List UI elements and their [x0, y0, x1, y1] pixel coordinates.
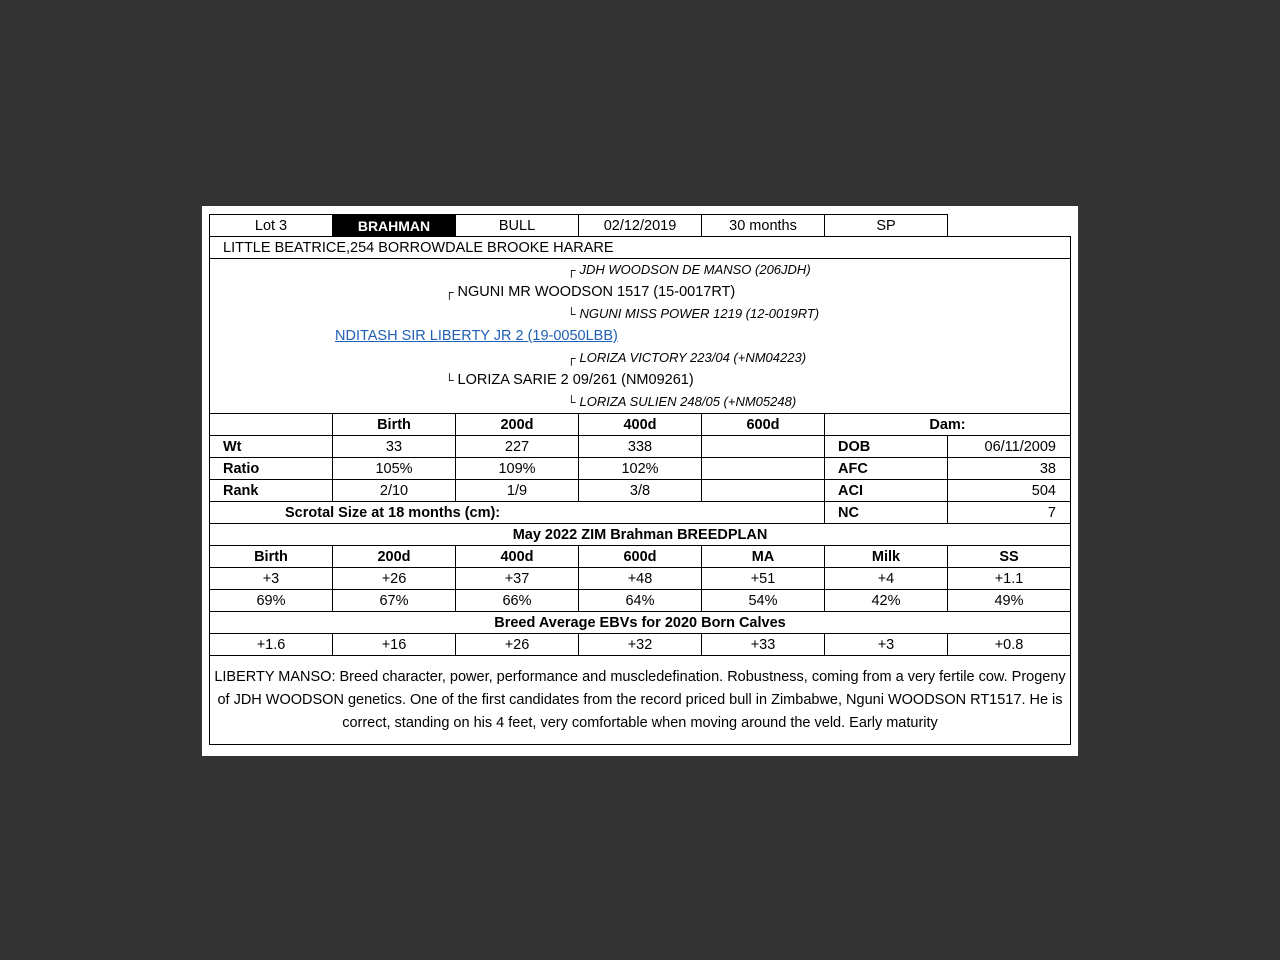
wt-200d: 227 [456, 436, 579, 458]
bracket-top-icon: ┌ [445, 285, 454, 299]
age-label: 30 months [702, 215, 825, 237]
ratio-600d [702, 458, 825, 480]
ratio-birth: 105% [333, 458, 456, 480]
avg-milk: +3 [825, 634, 948, 656]
weights-corner [210, 414, 333, 436]
birth-date: 02/12/2019 [579, 215, 702, 237]
lot-table [209, 214, 1071, 745]
ebv-birth: +3 [210, 568, 333, 590]
ebv-header-ss: SS [948, 546, 1071, 568]
lot-number: Lot 3 [210, 215, 333, 237]
ratio-400d: 102% [579, 458, 702, 480]
ebv-milk: +4 [825, 568, 948, 590]
rank-birth: 2/10 [333, 480, 456, 502]
acc-ss: 49% [948, 590, 1071, 612]
owner-row [210, 237, 1071, 259]
breedplan-header-row [210, 546, 1071, 568]
row-label-wt: Wt [210, 436, 333, 458]
acc-birth: 69% [210, 590, 333, 612]
weights-header-200d: 200d [456, 414, 579, 436]
avg-birth: +1.6 [210, 634, 333, 656]
bracket-top-icon: ┌ [567, 263, 576, 277]
ebv-400d: +37 [456, 568, 579, 590]
scrotal-row [210, 502, 1071, 524]
weights-header-birth: Birth [333, 414, 456, 436]
acc-200d: 67% [333, 590, 456, 612]
pedigree-block [210, 259, 1071, 414]
lot-card [202, 206, 1078, 756]
pedigree-sire-sire: ┌ NGUNI MR WOODSON 1517 (15-0017RT) [445, 284, 736, 300]
pedigree-row [210, 259, 1071, 414]
table-row [210, 436, 1071, 458]
acc-600d: 64% [579, 590, 702, 612]
ebv-header-400d: 400d [456, 546, 579, 568]
acc-400d: 66% [456, 590, 579, 612]
ebv-header-200d: 200d [333, 546, 456, 568]
dam-label-nc: NC [825, 502, 948, 524]
breedplan-title-row [210, 524, 1071, 546]
pedigree-sire-dam-sire: ┌ LORIZA VICTORY 223/04 (+NM04223) [567, 350, 807, 365]
ebv-ma: +51 [702, 568, 825, 590]
breed-average-row [210, 634, 1071, 656]
ebv-600d: +48 [579, 568, 702, 590]
wt-birth: 33 [333, 436, 456, 458]
ebv-row [210, 568, 1071, 590]
ebv-200d: +26 [333, 568, 456, 590]
breed-average-title-row [210, 612, 1071, 634]
comment-row [210, 656, 1071, 745]
dam-label-dob: DOB [825, 436, 948, 458]
ebv-header-ma: MA [702, 546, 825, 568]
ebv-ss: +1.1 [948, 568, 1071, 590]
table-row [210, 480, 1071, 502]
dam-value-nc: 7 [948, 502, 1071, 524]
avg-400d: +26 [456, 634, 579, 656]
dam-value-aci: 504 [948, 480, 1071, 502]
dam-value-afc: 38 [948, 458, 1071, 480]
avg-200d: +16 [333, 634, 456, 656]
rank-400d: 3/8 [579, 480, 702, 502]
breed-label: BRAHMAN [333, 215, 456, 237]
weights-header-row [210, 414, 1071, 436]
wt-400d: 338 [579, 436, 702, 458]
ratio-200d: 109% [456, 458, 579, 480]
bracket-top-icon: ┌ [567, 351, 576, 365]
dam-label-afc: AFC [825, 458, 948, 480]
avg-ss: +0.8 [948, 634, 1071, 656]
bracket-bottom-icon: └ [567, 307, 576, 321]
breedplan-title: May 2022 ZIM Brahman BREEDPLAN [210, 524, 1071, 546]
row-label-ratio: Ratio [210, 458, 333, 480]
scrotal-size-label: Scrotal Size at 18 months (cm): [210, 502, 825, 524]
category-label: SP [825, 215, 948, 237]
ebv-header-600d: 600d [579, 546, 702, 568]
owner-address: LITTLE BEATRICE,254 BORROWDALE BROOKE HARARE [210, 237, 1071, 259]
pedigree-sire-sire-sire: ┌ JDH WOODSON DE MANSO (206JDH) [567, 262, 811, 277]
rank-200d: 1/9 [456, 480, 579, 502]
ebv-header-birth: Birth [210, 546, 333, 568]
pedigree-sire [335, 327, 618, 345]
accuracy-row [210, 590, 1071, 612]
pedigree-sire-sire-dam: └ NGUNI MISS POWER 1219 (12-0019RT) [567, 306, 820, 321]
weights-header-400d: 400d [579, 414, 702, 436]
pedigree-sire-dam: └ LORIZA SARIE 2 09/261 (NM09261) [445, 372, 694, 388]
rank-600d [702, 480, 825, 502]
sex-label: BULL [456, 215, 579, 237]
weights-header-600d: 600d [702, 414, 825, 436]
table-row [210, 458, 1071, 480]
sire-link[interactable]: NDITASH SIR LIBERTY JR 2 (19-0050LBB) [335, 328, 618, 344]
acc-milk: 42% [825, 590, 948, 612]
avg-ma: +33 [702, 634, 825, 656]
dam-value-dob: 06/11/2009 [948, 436, 1071, 458]
acc-ma: 54% [702, 590, 825, 612]
bracket-bottom-icon: └ [567, 395, 576, 409]
ebv-header-milk: Milk [825, 546, 948, 568]
lot-comment: LIBERTY MANSO: Breed character, power, performance and muscledefination. Robustness, coming from a very fertile cow. Progeny of JDH WOODSON genetics. One of the first candidates from the record priced bull in Zimbabwe, Nguni WOODSON RT1517. He is correct, standing on his 4 feet, very comfortable when moving around the veld. Early maturity [210, 656, 1071, 745]
dam-title: Dam: [825, 414, 1071, 436]
row-label-rank: Rank [210, 480, 333, 502]
dam-label-aci: ACI [825, 480, 948, 502]
pedigree-sire-dam-dam: └ LORIZA SULIEN 248/05 (+NM05248) [567, 394, 797, 409]
header-row [210, 215, 1071, 237]
wt-600d [702, 436, 825, 458]
avg-600d: +32 [579, 634, 702, 656]
breed-average-title: Breed Average EBVs for 2020 Born Calves [210, 612, 1071, 634]
bracket-bottom-icon: └ [445, 373, 454, 387]
